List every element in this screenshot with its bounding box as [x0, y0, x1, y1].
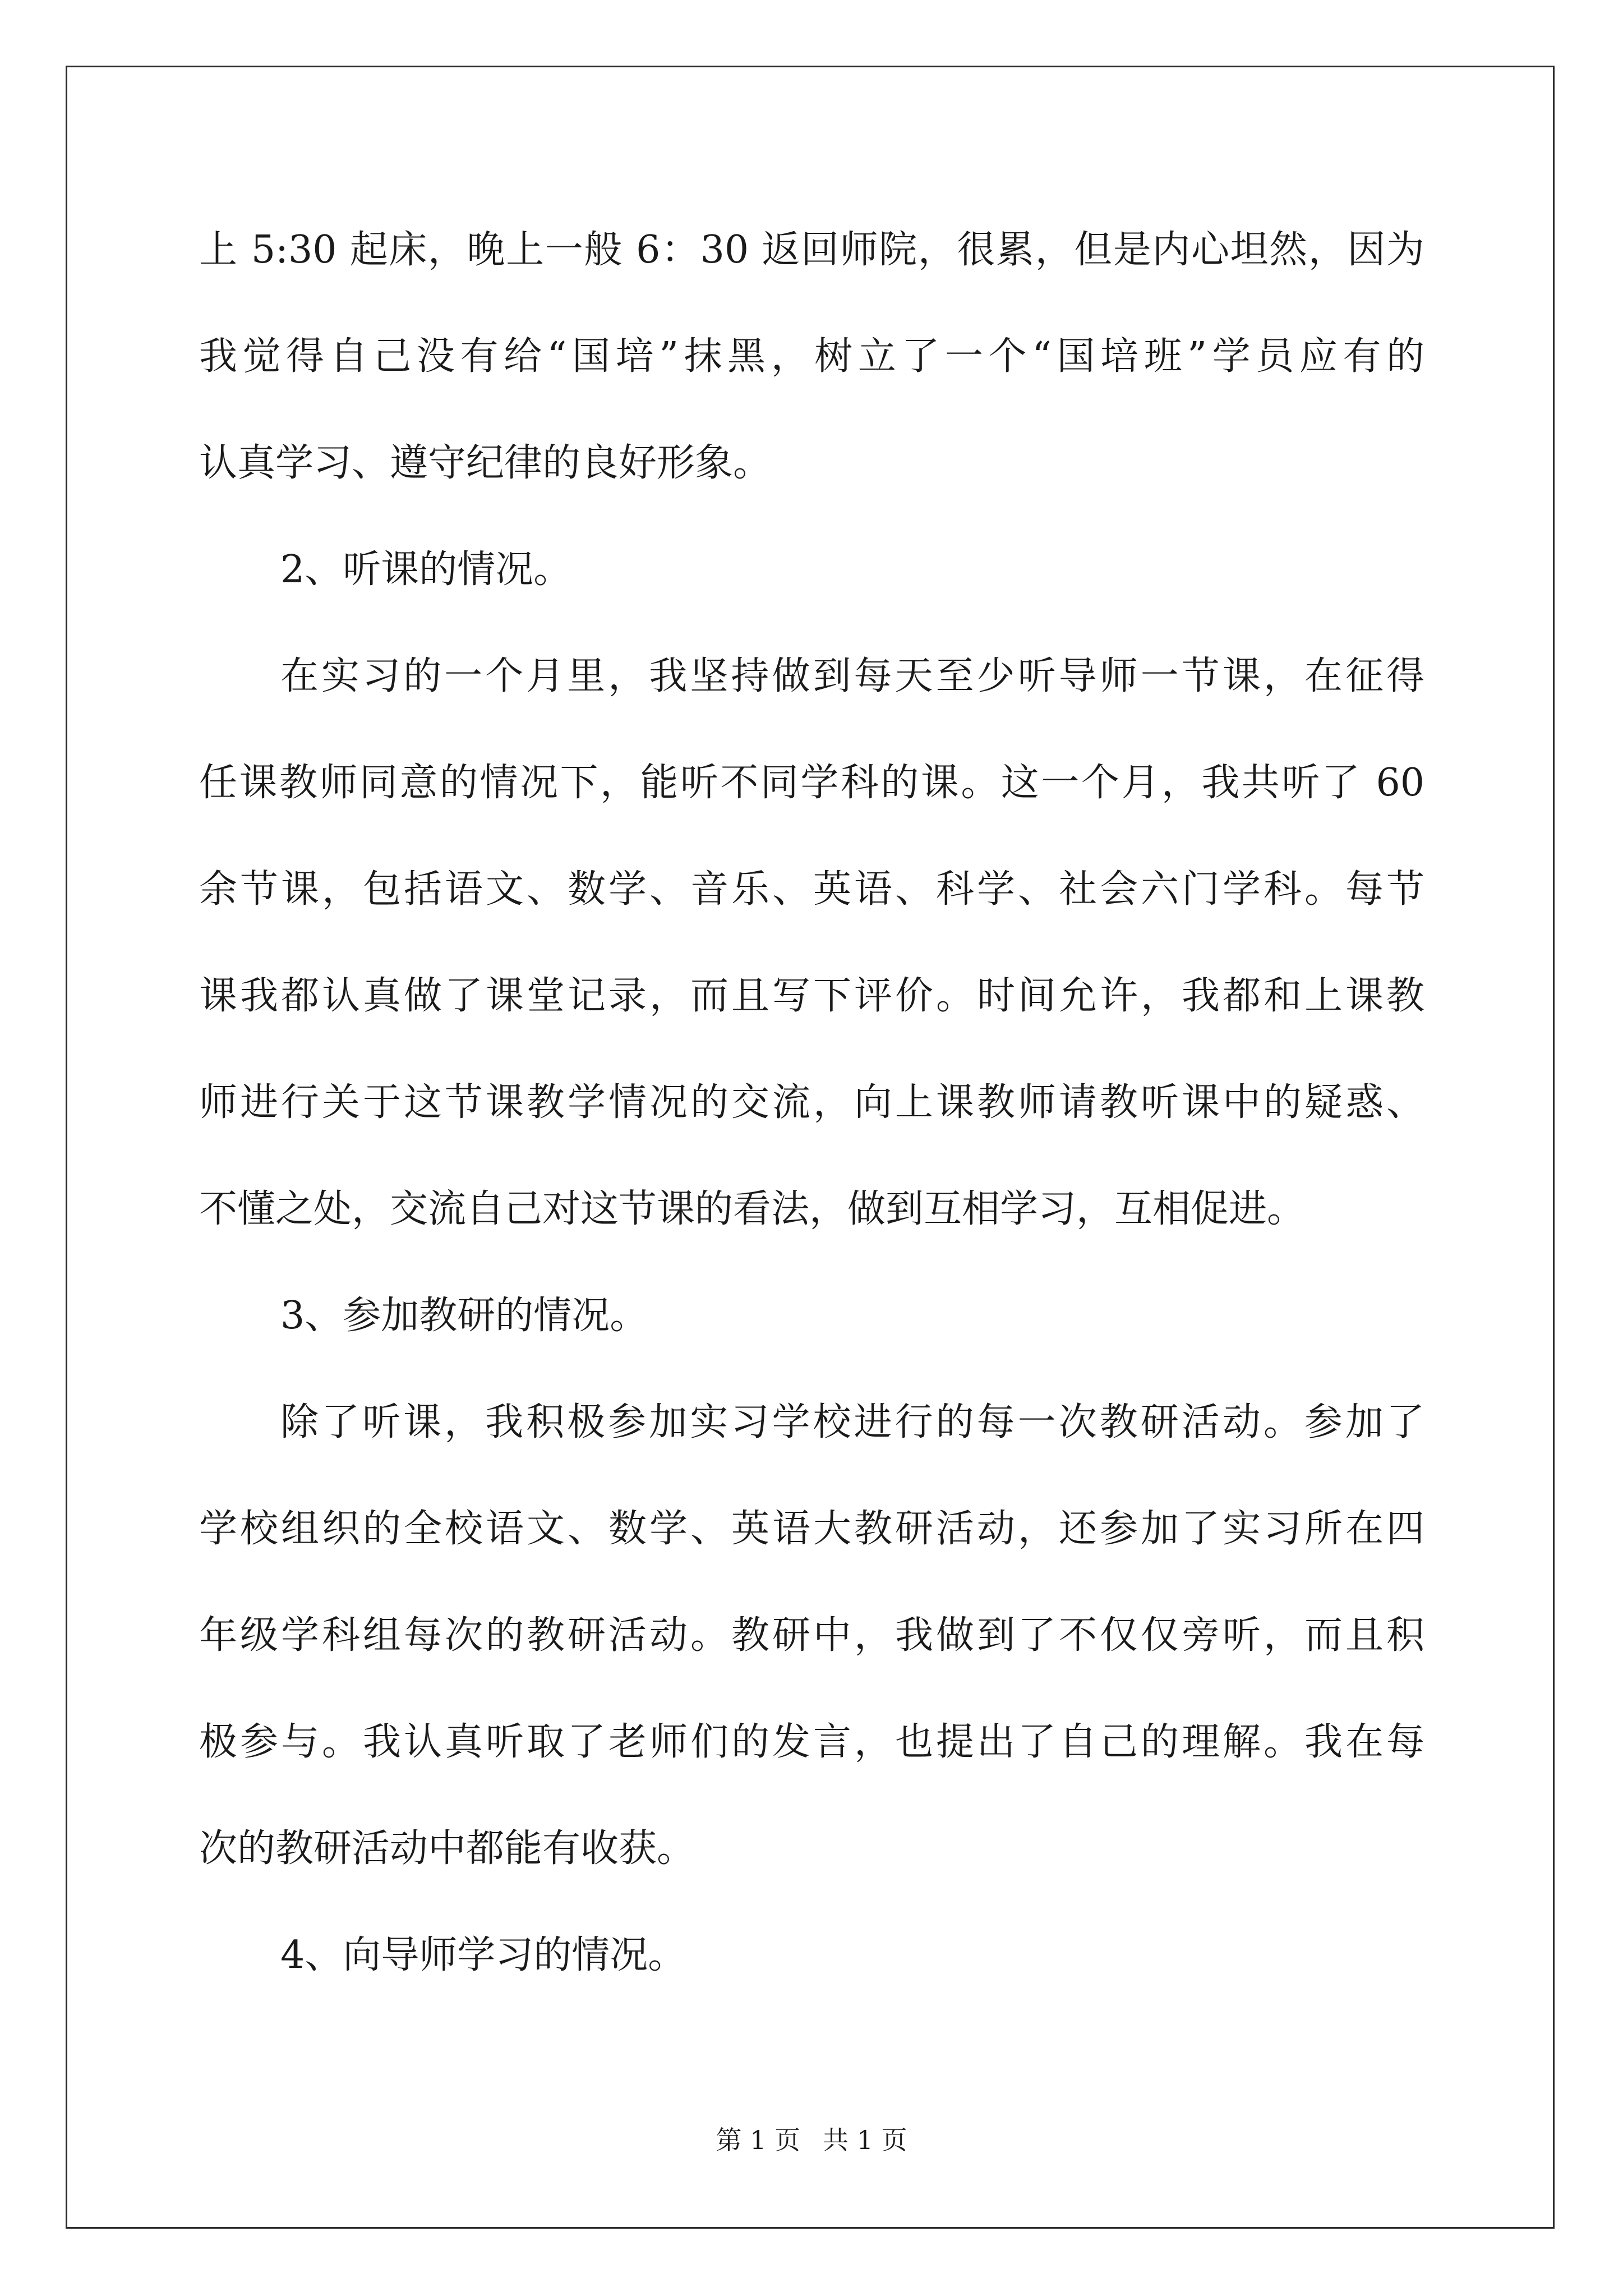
text-line: 我觉得自己没有给“国培”抹黑，树立了一个“国培班”学员应有的	[199, 334, 1424, 379]
page-footer	[0, 2123, 1623, 2157]
text-line: 不懂之处，交流自己对这节课的看法，做到互相学习，互相促进。	[199, 1187, 1306, 1231]
text-line: 认真学习、遵守纪律的良好形象。	[199, 441, 772, 485]
text-line: 在实习的一个月里，我坚持做到每天至少听导师一节课，在征得	[280, 654, 1424, 698]
page-total: 共 1 页	[823, 2125, 907, 2155]
text-line: 任课教师同意的情况下，能听不同学科的课。这一个月，我共听了 60	[199, 761, 1424, 805]
section-heading: 4、向导师学习的情况。	[280, 1933, 686, 1977]
page-number: 第 1 页	[716, 2125, 800, 2155]
text-line: 除了听课，我积极参加实习学校进行的每一次教研活动。参加了	[280, 1400, 1424, 1444]
section-heading: 3、参加教研的情况。	[280, 1294, 648, 1338]
text-line: 上 5:30 起床，晚上一般 6：30 返回师院，很累，但是内心坦然，因为	[199, 228, 1424, 272]
text-line: 极参与。我认真听取了老师们的发言，也提出了自己的理解。我在每	[199, 1720, 1424, 1764]
section-heading: 2、听课的情况。	[280, 547, 572, 592]
text-line: 学校组织的全校语文、数学、英语大教研活动，还参加了实习所在四	[199, 1507, 1424, 1551]
text-line: 余节课，包括语文、数学、音乐、英语、科学、社会六门学科。每节	[199, 867, 1424, 912]
text-line: 课我都认真做了课堂记录，而且写下评价。时间允许，我都和上课教	[199, 974, 1424, 1018]
text-line: 年级学科组每次的教研活动。教研中，我做到了不仅仅旁听，而且积	[199, 1613, 1424, 1658]
text-line: 师进行关于这节课教学情况的交流，向上课教师请教听课中的疑惑、	[199, 1080, 1424, 1125]
text-line: 次的教研活动中都能有收获。	[199, 1826, 695, 1871]
page-border	[66, 66, 1555, 2229]
